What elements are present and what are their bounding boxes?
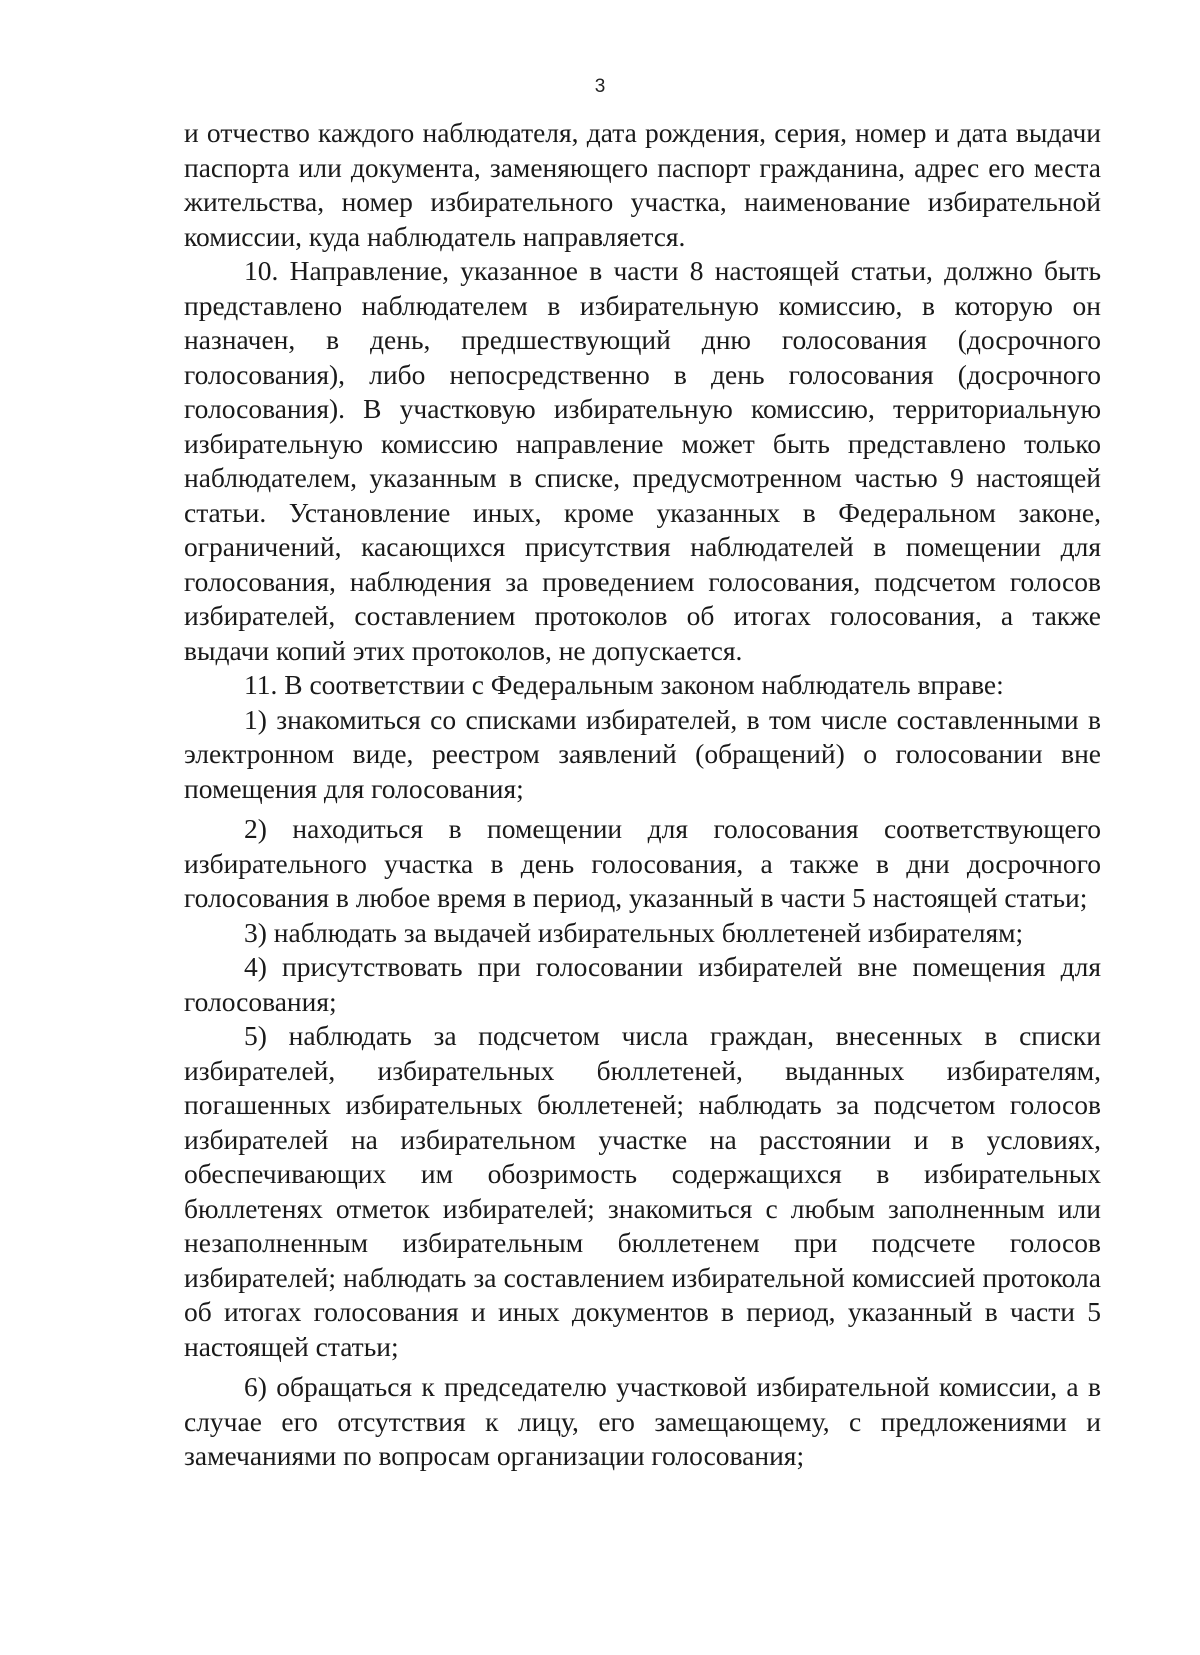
list-item-3-ballot-issuance: 3) наблюдать за выдачей избирательных бюллетеней избирателям; — [244, 916, 1024, 948]
page-number: 3 — [594, 76, 606, 97]
document-body — [184, 116, 1101, 1474]
paragraph-11-observer-rights: 11. В соответствии с Федеральным законом наблюдатель вправе: — [244, 669, 1004, 700]
paragraph-observer-list-continuation: и отчество каждого наблюдателя, дата рождения, серия, номер и дата выдачи паспорта или документа, заменяющего паспорт гражданина, адрес его места жительства, номер избирательного участка, наименование избирательной комиссии, куда наблюдатель направляется. — [184, 117, 1101, 252]
list-item-4-outside-voting: 4) присутствовать при голосовании избирателей вне помещения для голосования; — [184, 951, 1101, 1017]
list-item-5-vote-count: 5) наблюдать за подсчетом числа граждан, внесенных в списки избирателей, избирательных бюллетеней, выданных избирателям, погашенных избирательных бюллетеней; наблюдать за подсчетом голосов избирателей на избирательном участке на расстоянии и в условиях, обеспечивающих им обозримость содержащихся в избирательных бюллетенях отметок избирателей; знакомиться с любым заполненным или незаполненным избирательным бюллетенем при подсчете голосов избирателей; наблюдать за составлением избирательной комиссией протокола об итогах голосования и иных документов в период, указанный в части 5 настоящей статьи; — [184, 1020, 1101, 1362]
list-item-6-appeals: 6) обращаться к председателю участковой избирательной комиссии, а в случае его отсутствия к лицу, его замещающему, с предложениями и замечаниями по вопросам организации голосования; — [184, 1371, 1101, 1471]
list-item-2-presence: 2) находиться в помещении для голосования соответствующего избирательного участка в день голосования, а также в дни досрочного голосования в любое время в период, указанный в части 5 настоящей статьи; — [184, 813, 1101, 913]
list-item-1-voter-lists: 1) знакомиться со списками избирателей, в том числе составленными в электронном виде, реестром заявлений (обращений) о голосовании вне помещения для голосования; — [184, 703, 1101, 804]
paragraph-10-direction: 10. Направление, указанное в части 8 настоящей статьи, должно быть представлено наблюдателем в избирательную комиссию, в которую он назначен, в день, предшествующий дню голосования (досрочного голосования), либо непосредственно в день голосования (досрочного голосования). В участковую избирательную комиссию, территориальную избирательную комиссию направление может быть представлено только наблюдателем, указанным в списке, предусмотренном частью 9 настоящей статьи. Установление иных, кроме указанных в Федеральном законе, ограничений, касающихся присутствия наблюдателей в помещении для голосования, наблюдения за проведением голосования, подсчетом голосов избирателей, составлением протоколов об итогах голосования, а также выдачи копий этих протоколов, не допускается. — [184, 255, 1101, 666]
